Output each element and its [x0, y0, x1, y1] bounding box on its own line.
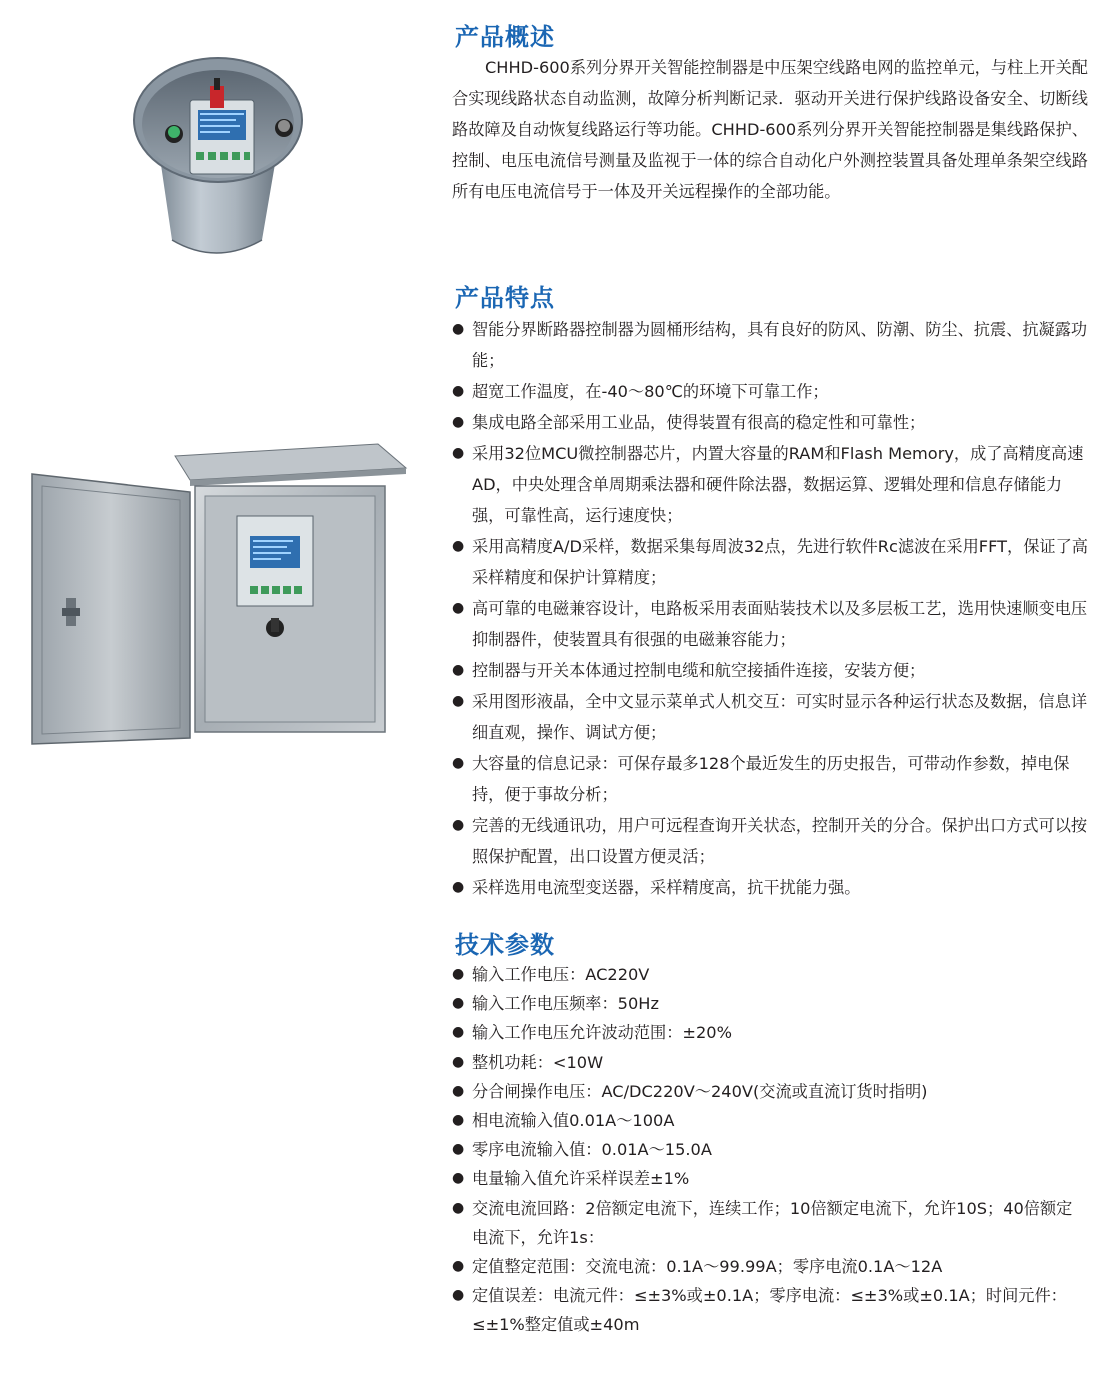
features-title: 产品特点	[455, 284, 555, 312]
list-item: ● 采用图形液晶，全中文显示菜单式人机交互：可实时显示各种运行状态及数据，信息详细直观，操作、调试方便；	[452, 686, 1088, 748]
list-item: ● 采用32位MCU微控制器芯片，内置大容量的RAM和Flash Memory，成了高精度高速AD，中央处理含单周期乘法器和硬件除法器，数据运算、逻辑处理和信息存储能力强，可靠性高，运行速度快；	[452, 438, 1088, 531]
list-item: ● 高可靠的电磁兼容设计，电路板采用表面贴装技术以及多层板工艺，选用快速顺变电压抑制器件，使装置具有很强的电磁兼容能力；	[452, 593, 1088, 655]
drum-controller-image	[128, 30, 308, 262]
list-item: ● 零序电流输入值：0.01A～15.0A	[452, 1135, 1088, 1164]
list-item: ● 分合闸操作电压：AC/DC220V～240V(交流或直流订货时指明)	[452, 1077, 1088, 1106]
list-item: ● 超宽工作温度，在-40～80℃的环境下可靠工作；	[452, 376, 1088, 407]
list-item: ● 输入工作电压允许波动范围：±20%	[452, 1018, 1088, 1047]
params-list	[452, 960, 1088, 1340]
list-item: ● 交流电流回路：2倍额定电流下，连续工作；10倍额定电流下，允许10S；40倍额定电流下，允许1s：	[452, 1194, 1088, 1252]
list-item: ● 输入工作电压：AC220V	[452, 960, 1088, 989]
overview-title: 产品概述	[455, 23, 555, 51]
list-item: ● 采样选用电流型变送器，采样精度高，抗干扰能力强。	[452, 872, 1088, 903]
list-item: ● 采用高精度A/D采样，数据采集每周波32点，先进行软件Rc滤波在采用FFT，保证了高采样精度和保护计算精度；	[452, 531, 1088, 593]
overview-paragraph: CHHD-600系列分界开关智能控制器是中压架空线路电网的监控单元，与柱上开关配合实现线路状态自动监测，故障分析判断记录．驱动开关进行保护线路设备安全、切断线路故障及自动恢复线路运行等功能。CHHD-600系列分界开关智能控制器是集线路保护、控制、电压电流信号测量及监视于一体的综合自动化户外测控装置具备处理单条架空线路所有电压电流信号于一体及开关远程操作的全部功能。	[452, 58, 1088, 201]
list-item: ● 相电流输入值0.01A～100A	[452, 1106, 1088, 1135]
params-title: 技术参数	[455, 931, 555, 959]
list-item: ● 智能分界断路器控制器为圆桶形结构，具有良好的防风、防潮、防尘、抗震、抗凝露功能；	[452, 314, 1088, 376]
list-item: ● 定值整定范围：交流电流：0.1A～99.99A；零序电流0.1A～12A	[452, 1252, 1088, 1281]
cabinet-controller-image	[30, 440, 415, 750]
list-item: ● 输入工作电压频率：50Hz	[452, 989, 1088, 1018]
list-item: ● 整机功耗：<10W	[452, 1048, 1088, 1077]
list-item: ● 完善的无线通讯功，用户可远程查询开关状态，控制开关的分合。保护出口方式可以按照保护配置，出口设置方便灵活；	[452, 810, 1088, 872]
list-item: ● 定值误差：电流元件：≤±3%或±0.1A；零序电流：≤±3%或±0.1A；时间元件：≤±1%整定值或±40m	[452, 1281, 1088, 1339]
list-item: ● 电量输入值允许采样误差±1%	[452, 1164, 1088, 1193]
features-list	[452, 314, 1088, 903]
list-item: ● 控制器与开关本体通过控制电缆和航空接插件连接，安装方便；	[452, 655, 1088, 686]
list-item: ● 集成电路全部采用工业品，使得装置有很高的稳定性和可靠性；	[452, 407, 1088, 438]
list-item: ● 大容量的信息记录：可保存最多128个最近发生的历史报告，可带动作参数，掉电保持，便于事故分析；	[452, 748, 1088, 810]
